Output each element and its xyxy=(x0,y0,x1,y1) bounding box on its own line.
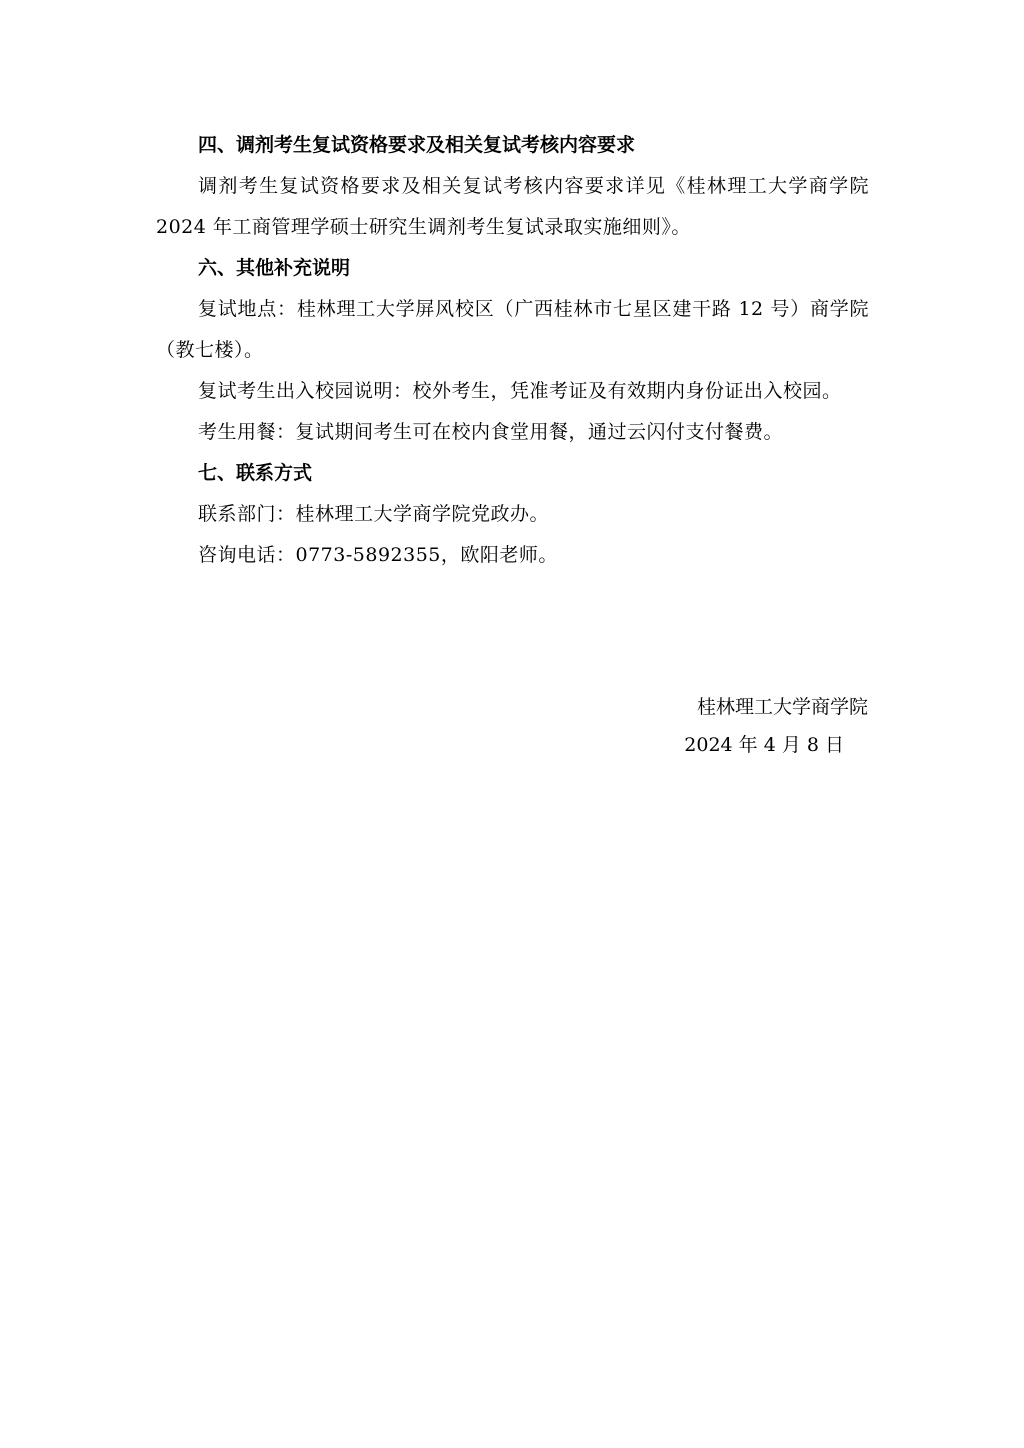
contact-department-paragraph: 联系部门：桂林理工大学商学院党政办。 xyxy=(198,503,550,525)
signature-date: 2024 年 4 月 8 日 xyxy=(684,734,844,756)
campus-entry-paragraph: 复试考生出入校园说明：校外考生，凭准考证及有效期内身份证出入校园。 xyxy=(198,380,842,402)
retest-location-paragraph: 复试地点：桂林理工大学屏风校区（广西桂林市七星区建干路 12 号）商学院（教七楼）。 xyxy=(156,298,869,361)
section-heading-four: 四、调剂考生复试资格要求及相关复试考核内容要求 xyxy=(198,134,636,156)
section-heading-seven: 七、联系方式 xyxy=(198,462,313,484)
signature-org: 桂林理工大学商学院 xyxy=(696,696,868,718)
section-four-paragraph: 调剂考生复试资格要求及相关复试考核内容要求详见《桂林理工大学商学院 2024 年工商管理学硕士研究生调剂考生复试录取实施细则》。 xyxy=(156,175,869,238)
section-heading-six: 六、其他补充说明 xyxy=(198,257,351,279)
dining-paragraph: 考生用餐：复试期间考生可在校内食堂用餐，通过云闪付支付餐费。 xyxy=(198,421,784,443)
contact-phone-paragraph: 咨询电话：0773-5892355，欧阳老师。 xyxy=(198,544,558,566)
signature-block xyxy=(568,688,868,764)
document-body xyxy=(156,125,869,576)
